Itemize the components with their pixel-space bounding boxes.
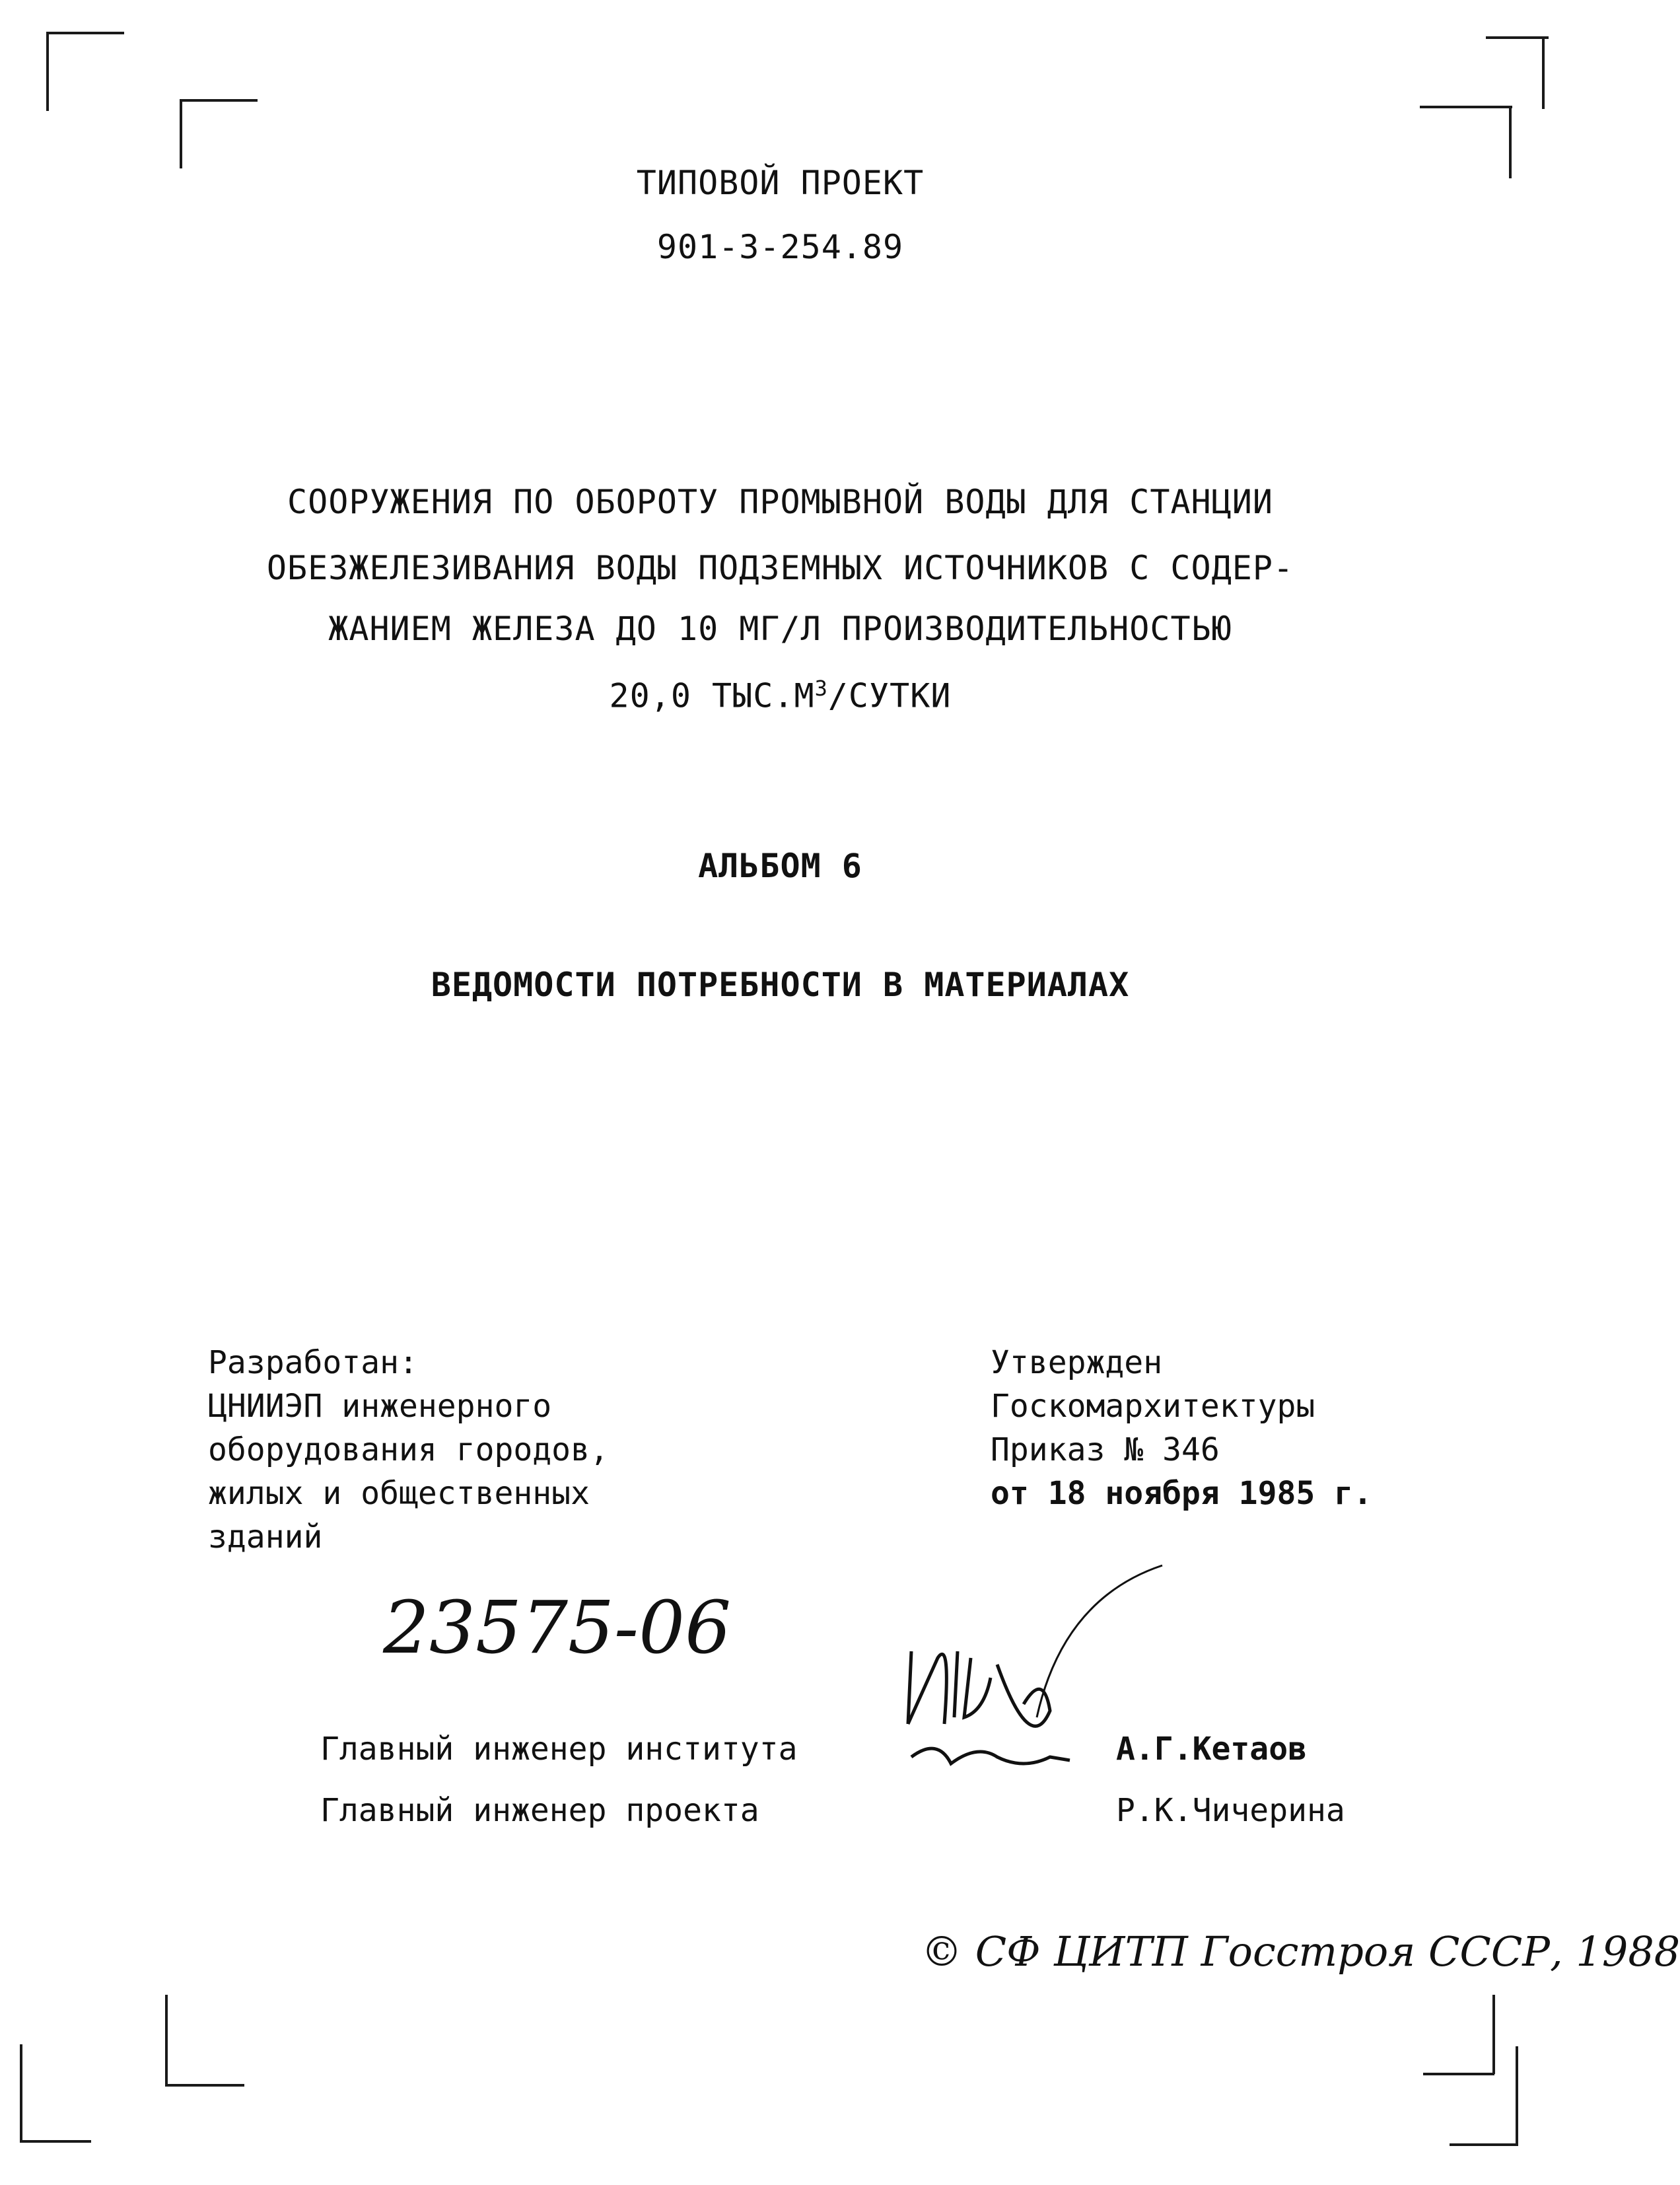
- crop-mark: [46, 32, 124, 34]
- capacity-value: 20,0 ТЫС.М: [609, 676, 815, 715]
- chief-institute-label: Главный инженер института: [320, 1731, 798, 1768]
- crop-mark: [20, 2140, 91, 2143]
- chief-project-label: Главный инженер проекта: [320, 1792, 759, 1829]
- title-line-1: СООРУЖЕНИЯ ПО ОБОРОТУ ПРОМЫВНОЙ ВОДЫ ДЛЯ СТАНЦИИ: [287, 483, 1273, 521]
- crop-mark: [1542, 36, 1545, 109]
- crop-mark: [165, 1995, 168, 2086]
- capacity-unit: /СУТКИ: [827, 676, 952, 715]
- crop-mark: [20, 2044, 22, 2142]
- developed-org-line-1: ЦНИИЭП инженерного: [208, 1388, 552, 1425]
- inventory-number: 23575-06: [383, 1585, 732, 1670]
- crop-mark: [180, 99, 182, 168]
- title-line-2: ОБЕЗЖЕЛЕЗИВАНИЯ ВОДЫ ПОДЗЕМНЫХ ИСТОЧНИКОВ С СОДЕР-: [266, 549, 1294, 587]
- approved-org: Госкомархитектуры: [991, 1388, 1315, 1425]
- crop-mark: [1516, 2046, 1518, 2145]
- chief-institute-name: А.Г.Кетаов: [1116, 1731, 1307, 1768]
- project-number: 901-3-254.89: [656, 228, 904, 266]
- developed-org-line-2: оборудования городов,: [208, 1431, 609, 1468]
- title-line-3: ЖАНИЕМ ЖЕЛЕЗА ДО 10 МГ/Л ПРОИЗВОДИТЕЛЬНОСТЬЮ: [328, 610, 1232, 648]
- approved-label: Утвержден: [991, 1344, 1163, 1381]
- crop-mark: [1492, 1995, 1495, 2074]
- crop-mark: [46, 32, 49, 111]
- document-type: ТИПОВОЙ ПРОЕКТ: [636, 164, 925, 202]
- developed-label: Разработан:: [208, 1344, 418, 1381]
- developed-org-line-4: зданий: [208, 1519, 323, 1556]
- chief-project-name: Р.К.Чичерина: [1116, 1792, 1345, 1829]
- developed-org-line-3: жилых и общественных: [208, 1475, 590, 1512]
- crop-mark: [1423, 2073, 1494, 2075]
- album-number: АЛЬБОМ 6: [698, 847, 862, 885]
- copyright-note: © СФ ЦИТП Госстроя СССР, 1988: [921, 1927, 1680, 1976]
- approved-order: Приказ № 346: [991, 1431, 1220, 1468]
- crop-mark: [1420, 106, 1512, 108]
- crop-mark: [165, 2084, 244, 2087]
- approved-date: от 18 ноября 1985 г.: [991, 1475, 1372, 1512]
- title-line-4: [0, 654, 1560, 731]
- crop-mark: [1450, 2143, 1518, 2146]
- document-subtitle: ВЕДОМОСТИ ПОТРЕБНОСТИ В МАТЕРИАЛАХ: [431, 966, 1130, 1004]
- crop-mark: [1486, 36, 1549, 39]
- crop-mark: [180, 99, 258, 102]
- capacity-superscript: 3: [814, 676, 828, 701]
